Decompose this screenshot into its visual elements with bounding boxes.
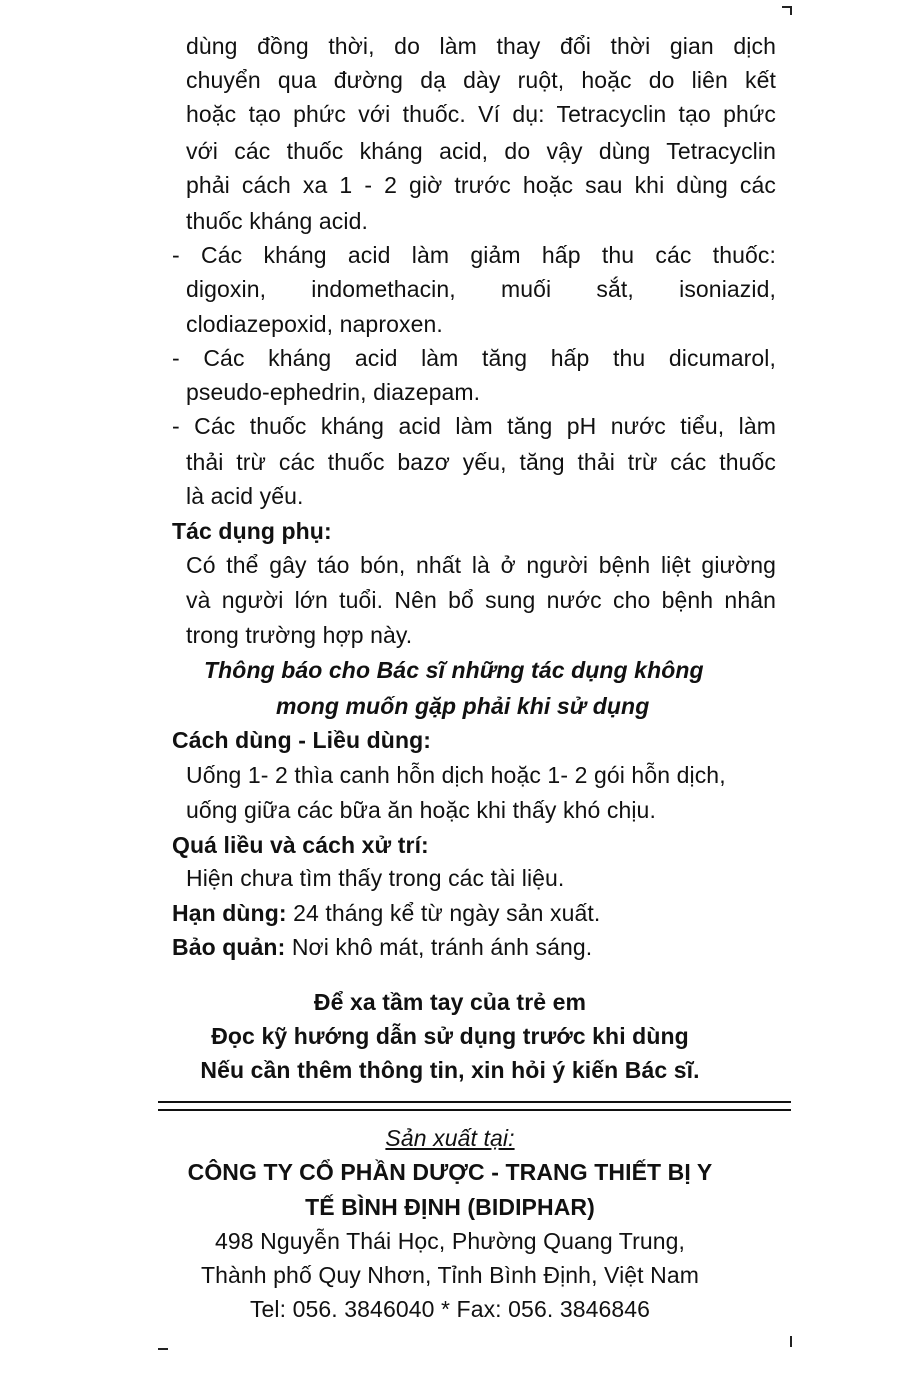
crop-mark-top-right-vertical <box>790 6 792 15</box>
bullet-line: - Các kháng acid làm giảm hấp thu các thuốc: <box>172 242 776 268</box>
warning-line: Nếu cần thêm thông tin, xin hỏi ý kiến Bác sĩ. <box>200 1057 700 1083</box>
body-line: thuốc kháng acid. <box>186 208 368 234</box>
side-effects-notice: Thông báo cho Bác sĩ những tác dụng không <box>204 657 704 683</box>
bullet-line: là acid yếu. <box>186 483 304 509</box>
section-divider <box>158 1101 791 1111</box>
bullet-line: clodiazepoxid, naproxen. <box>186 311 443 337</box>
body-line: với các thuốc kháng acid, do vậy dùng Tetracyclin <box>186 138 776 164</box>
manufacturer-address: 498 Nguyễn Thái Học, Phường Quang Trung, <box>214 1228 686 1254</box>
bullet-line: - Các kháng acid làm tăng hấp thu dicumarol, <box>172 345 776 371</box>
bullet-line: pseudo-ephedrin, diazepam. <box>186 379 481 405</box>
dosage-line: uống giữa các bữa ăn hoặc khi thấy khó chịu. <box>186 797 656 823</box>
expiry-label: Hạn dùng: <box>172 900 287 926</box>
manufacturer-label: Sản xuất tại: <box>385 1125 515 1151</box>
body-line: chuyển qua đường dạ dày ruột, hoặc do liên kết <box>186 67 776 93</box>
manufacturer-address: Thành phố Quy Nhơn, Tỉnh Bình Định, Việt Nam <box>200 1262 700 1288</box>
storage-value: Nơi khô mát, tránh ánh sáng. <box>285 934 593 960</box>
body-line: dùng đồng thời, do làm thay đổi thời gian dịch <box>186 33 776 59</box>
overdose-text: Hiện chưa tìm thấy trong các tài liệu. <box>186 865 565 891</box>
warning-line: Đọc kỹ hướng dẫn sử dụng trước khi dùng <box>211 1023 689 1049</box>
side-effects-line: trong trường hợp này. <box>186 622 413 648</box>
crop-mark-bottom-left <box>158 1348 168 1350</box>
expiry-value: 24 tháng kể từ ngày sản xuất. <box>286 900 601 926</box>
storage-row <box>172 930 592 964</box>
body-line: phải cách xa 1 - 2 giờ trước hoặc sau khi dùng các <box>186 172 776 198</box>
warning-line: Để xa tầm tay của trẻ em <box>313 989 587 1015</box>
side-effects-line: và người lớn tuổi. Nên bổ sung nước cho bệnh nhân <box>186 587 776 613</box>
dosage-line: Uống 1- 2 thìa canh hỗn dịch hoặc 1- 2 gói hỗn dịch, <box>186 762 726 788</box>
side-effects-notice: mong muốn gặp phải khi sử dụng <box>276 693 650 719</box>
crop-mark-bottom-right <box>790 1336 792 1347</box>
storage-label: Bảo quản: <box>172 934 286 960</box>
body-line: hoặc tạo phức với thuốc. Ví dụ: Tetracyclin tạo phức <box>186 101 776 127</box>
expiry-row <box>172 896 600 930</box>
bullet-line: thải trừ các thuốc bazơ yếu, tăng thải trừ các thuốc <box>186 449 776 475</box>
side-effects-line: Có thể gây táo bón, nhất là ở người bệnh liệt giường <box>186 552 776 578</box>
dosage-heading: Cách dùng - Liều dùng: <box>172 727 431 753</box>
manufacturer-name: TẾ BÌNH ĐỊNH (BIDIPHAR) <box>305 1194 595 1220</box>
bullet-line: - Các thuốc kháng acid làm tăng pH nước tiểu, làm <box>172 413 776 439</box>
side-effects-heading: Tác dụng phụ: <box>172 518 332 544</box>
bullet-line: digoxin, indomethacin, muối sắt, isoniazid, <box>186 276 776 302</box>
manufacturer-contact: Tel: 056. 3846040 * Fax: 056. 3846846 <box>249 1296 651 1322</box>
overdose-heading: Quá liều và cách xử trí: <box>172 832 429 858</box>
manufacturer-name: CÔNG TY CỔ PHẦN DƯỢC - TRANG THIẾT BỊ Y <box>187 1159 713 1185</box>
